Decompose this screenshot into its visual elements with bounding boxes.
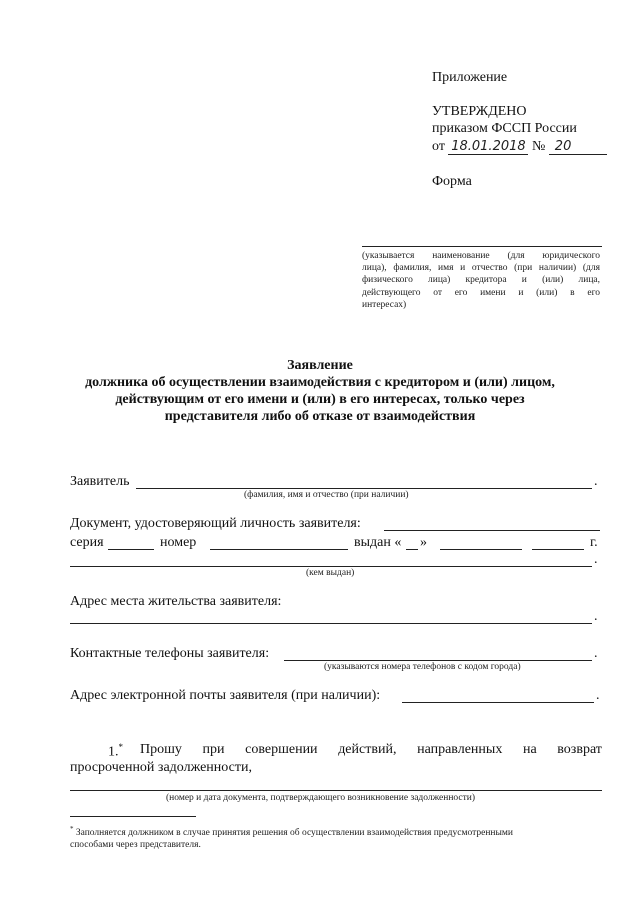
order-date-row xyxy=(432,139,607,155)
id-document-label: Документ, удостоверяющий личность заявителя: xyxy=(70,516,361,531)
debt-document-hint: (номер и дата документа, подтверждающего возникновение задолженности) xyxy=(166,793,476,803)
issued-day-field[interactable] xyxy=(406,549,418,550)
phones-hint: (указываются номера телефонов с кодом города) xyxy=(324,662,521,672)
item-word: при xyxy=(202,742,225,757)
addressee-line xyxy=(362,246,602,247)
item-word: направленных xyxy=(417,742,503,757)
email-field[interactable] xyxy=(402,702,594,703)
item-text-line xyxy=(140,742,602,758)
issued-quote-close: » xyxy=(420,535,427,550)
item-number xyxy=(108,742,123,761)
addressee-note-line: (указывается наименование (для юридического xyxy=(362,251,600,261)
item-word: совершении xyxy=(245,742,318,757)
id-document-field[interactable] xyxy=(384,530,600,531)
issued-label: выдан « xyxy=(354,535,402,550)
doc-number-field[interactable] xyxy=(210,549,348,550)
order-label: приказом ФССП России xyxy=(432,121,577,136)
approved-label: УТВЕРЖДЕНО xyxy=(432,104,527,119)
phones-label: Контактные телефоны заявителя: xyxy=(70,646,270,661)
footnote-line: Заполняется должником в случае принятия решения об осуществлении взаимодействия предусмотренными xyxy=(75,828,513,839)
from-prefix: от xyxy=(432,139,445,154)
applicant-field[interactable] xyxy=(136,488,592,489)
applicant-label: Заявитель xyxy=(70,474,130,489)
addressee-note-line: интересах) xyxy=(362,299,407,310)
title-line: должника об осуществлении взаимодействия с кредитором и (или) лицом, xyxy=(85,375,555,390)
applicant-hint: (фамилия, имя и отчество (при наличии) xyxy=(244,490,409,500)
addressee-note xyxy=(362,250,600,311)
email-label: Адрес электронной почты заявителя (при наличии): xyxy=(70,688,381,703)
number-label: номер xyxy=(160,535,197,550)
issued-month-field[interactable] xyxy=(440,549,522,550)
item-word: действий, xyxy=(338,742,397,757)
number-prefix: № xyxy=(531,139,546,154)
order-number-handwritten: 20 xyxy=(549,139,607,155)
cropped-next-line xyxy=(30,884,610,892)
addressee-note-line: физического лица) кредитора и (или) лица, xyxy=(362,275,600,286)
applicant-dot: . xyxy=(594,474,598,489)
order-date-handwritten: 18.01.2018 xyxy=(448,139,528,155)
title-heading: Заявление xyxy=(287,358,353,373)
title-line: представителя либо об отказе от взаимодействия xyxy=(164,409,476,424)
footnote xyxy=(70,823,602,851)
year-suffix: г. xyxy=(590,535,598,550)
debt-document-field[interactable] xyxy=(70,790,602,791)
footnote-line: способами через представителя. xyxy=(70,840,201,851)
appendix-label: Приложение xyxy=(432,70,508,85)
item-number-value: 1. xyxy=(108,744,119,760)
form-label: Форма xyxy=(432,174,472,189)
series-label: серия xyxy=(70,535,104,550)
address-field[interactable] xyxy=(70,623,592,624)
series-field[interactable] xyxy=(108,549,154,550)
item-word: Прошу xyxy=(140,742,182,757)
phones-field[interactable] xyxy=(284,660,592,661)
address-label: Адрес места жительства заявителя: xyxy=(70,594,282,609)
item-text-line2: просроченной задолженности, xyxy=(70,760,252,775)
phones-dot: . xyxy=(594,646,598,661)
issued-by-dot: . xyxy=(594,552,598,567)
email-dot: . xyxy=(596,688,600,703)
issued-by-hint: (кем выдан) xyxy=(306,568,355,578)
address-dot: . xyxy=(594,609,598,624)
item-footnote-marker: * xyxy=(118,742,123,752)
issued-year-field[interactable] xyxy=(532,549,584,550)
addressee-note-line: лица), фамилия, имя и отчество (при наличии) (для xyxy=(362,263,600,274)
addressee-note-line: действующего от его имени и (или) в его xyxy=(362,287,600,298)
document-title xyxy=(40,357,600,425)
footnote-marker: * xyxy=(70,825,74,833)
title-line: действующим от его имени и (или) в его интересах, только через xyxy=(115,392,525,407)
item-word: возврат xyxy=(557,742,602,757)
footnote-separator xyxy=(70,816,196,817)
issued-by-field[interactable] xyxy=(70,566,592,567)
item-word: на xyxy=(522,742,537,757)
